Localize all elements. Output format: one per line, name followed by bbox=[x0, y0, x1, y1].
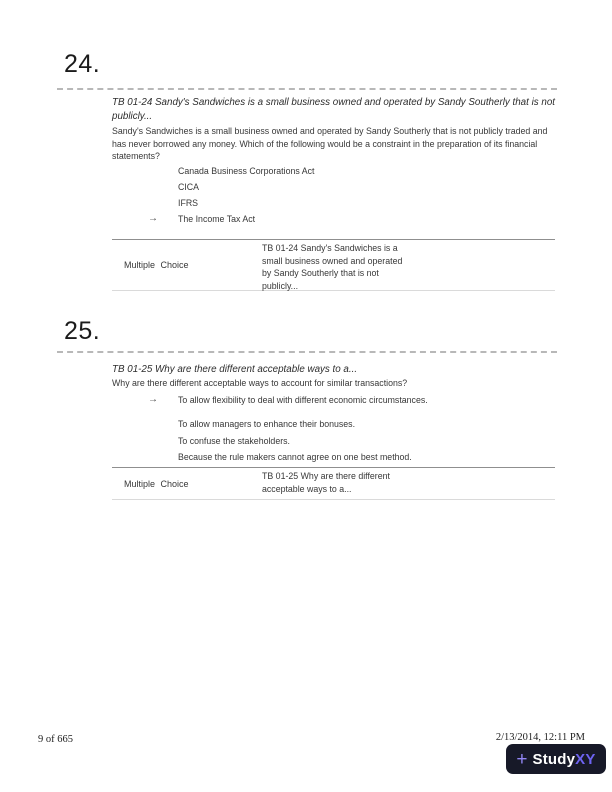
correct-answer-arrow-icon bbox=[148, 433, 178, 449]
question-25-meta-table bbox=[112, 467, 555, 500]
answer-option bbox=[112, 433, 562, 449]
answer-option-label: The Income Tax Act bbox=[178, 214, 256, 224]
question-25-options bbox=[112, 392, 562, 465]
answer-option bbox=[112, 449, 562, 465]
logo-text-study: Study bbox=[532, 750, 576, 768]
correct-answer-arrow-icon bbox=[148, 179, 178, 195]
answer-option bbox=[112, 163, 562, 179]
page-number-indicator: 9 of 665 bbox=[38, 734, 73, 745]
correct-answer-arrow-icon bbox=[148, 449, 178, 465]
answer-option-label: To confuse the stakeholders. bbox=[178, 436, 290, 446]
answer-option bbox=[112, 195, 562, 211]
question-summary-cell: TB 01-25 Why are there different acceptable ways to a... bbox=[262, 471, 390, 494]
question-25-title: TB 01-25 Why are there different acceptable ways to a... bbox=[112, 364, 358, 375]
correct-answer-arrow-icon: → bbox=[148, 394, 158, 405]
question-type-cell: Multiple Choice bbox=[124, 478, 189, 489]
question-24-title: TB 01-24 Sandy's Sandwiches is a small business owned and operated by Sandy Southerly that is not publicly... bbox=[112, 97, 555, 122]
answer-option bbox=[112, 179, 562, 195]
answer-option-label: To allow managers to enhance their bonuses. bbox=[178, 419, 356, 429]
question-24-body: Sandy's Sandwiches is a small business owned and operated by Sandy Southerly that is not publicly traded and has never borrowed any money. Which of the following would be a constraint in the preparation of its financial statements? bbox=[112, 126, 548, 162]
question-25-number: 25. bbox=[64, 317, 101, 345]
answer-option bbox=[112, 211, 562, 227]
question-25-body: Why are there different acceptable ways to account for similar transactions? bbox=[112, 378, 408, 388]
answer-option-label: Canada Business Corporations Act bbox=[178, 166, 315, 176]
section-divider bbox=[57, 351, 557, 353]
plus-icon: + bbox=[516, 748, 528, 770]
question-type-cell: Multiple Choice bbox=[124, 260, 189, 270]
correct-answer-arrow-icon bbox=[148, 163, 178, 179]
question-summary-cell: TB 01-24 Sandy's Sandwiches is a small business owned and operated by Sandy Southerly that is not publicly... bbox=[262, 243, 403, 291]
studyxy-logo[interactable] bbox=[506, 744, 606, 774]
answer-option-label: To allow flexibility to deal with different economic circumstances. bbox=[178, 395, 428, 405]
answer-option bbox=[112, 416, 562, 432]
correct-answer-arrow-icon bbox=[148, 195, 178, 211]
section-divider bbox=[57, 88, 557, 90]
logo-text-xy: XY bbox=[575, 750, 596, 768]
answer-option bbox=[112, 392, 562, 408]
correct-answer-arrow-icon bbox=[148, 416, 178, 432]
answer-option-label: IFRS bbox=[178, 198, 199, 208]
answer-option-label: CICA bbox=[178, 182, 200, 192]
question-24-meta-table bbox=[112, 239, 555, 291]
correct-answer-arrow-icon: → bbox=[148, 213, 158, 224]
question-24-number: 24. bbox=[64, 50, 101, 78]
print-timestamp: 2/13/2014, 12:11 PM bbox=[495, 732, 585, 743]
question-24-options bbox=[112, 163, 562, 227]
answer-option-label: Because the rule makers cannot agree on one best method. bbox=[178, 452, 412, 462]
